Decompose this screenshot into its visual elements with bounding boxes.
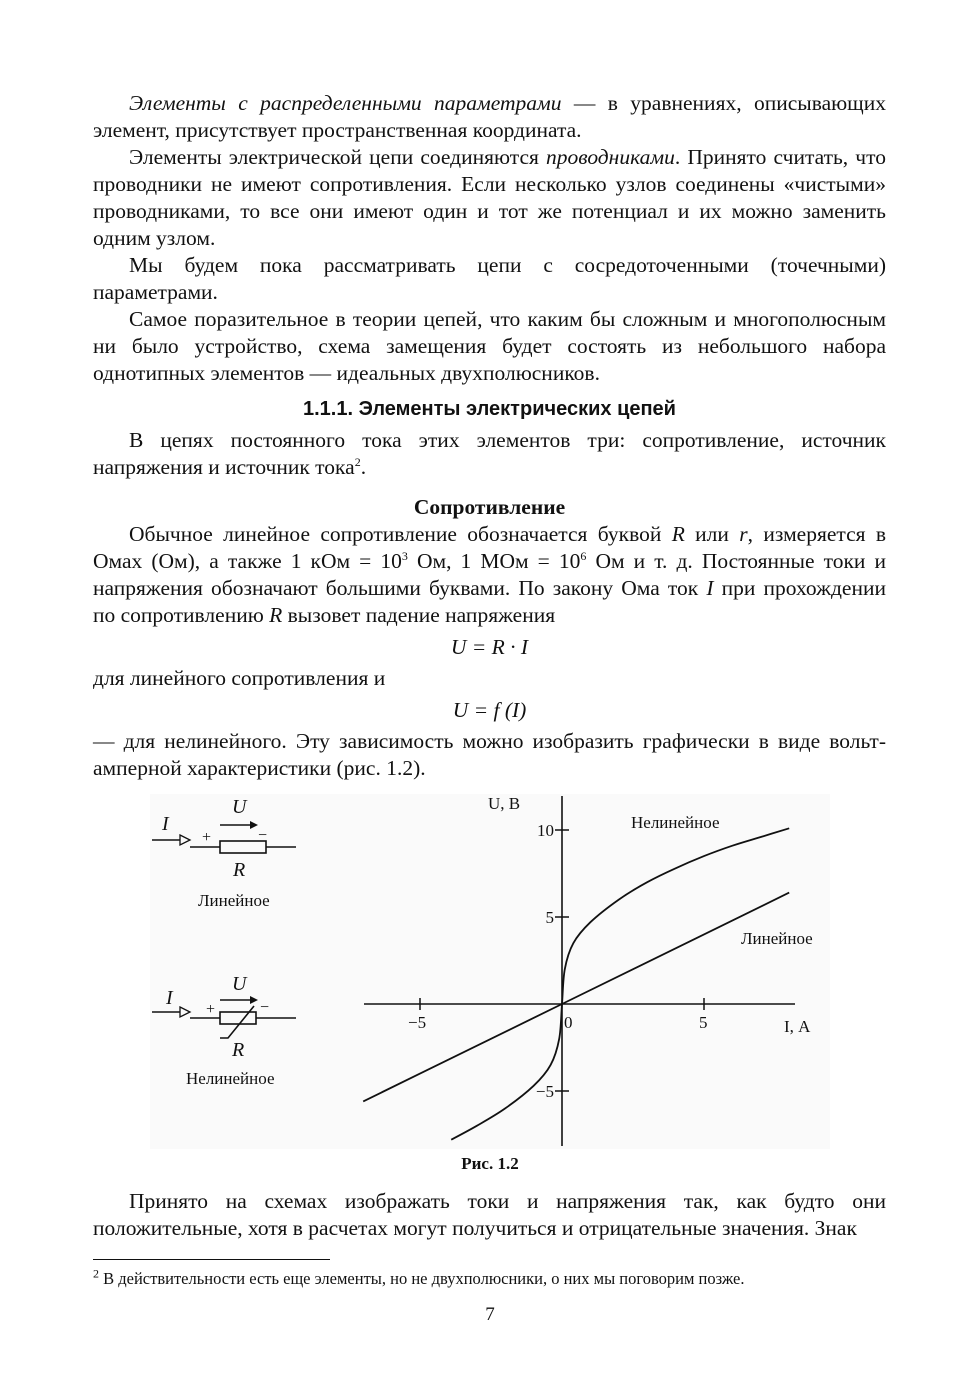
page-body (93, 90, 886, 782)
minus-sign: − (260, 999, 270, 1016)
footnote-ref[interactable]: 2 (354, 454, 361, 469)
symbol-R: R (269, 603, 283, 627)
formula-ohm: U = R · I (450, 635, 529, 659)
legend-nonlinear: Нелинейное (631, 813, 720, 832)
paragraph-conductors (93, 144, 886, 252)
plus-sign: + (202, 829, 212, 846)
x-tick-label: −5 (408, 1013, 427, 1032)
subsection-title: Сопротивление (413, 495, 566, 519)
term-conductors: проводниками (546, 145, 675, 169)
paragraph-intro (93, 427, 886, 481)
text: или (684, 522, 740, 546)
resistance-label: R (233, 859, 246, 881)
nonlinear-caption: Нелинейное (186, 1069, 275, 1088)
symbol-r: r (739, 522, 748, 546)
exponent: 3 (401, 548, 408, 563)
plus-sign: + (206, 1001, 216, 1018)
linear-caption: Линейное (198, 891, 270, 910)
paragraph-lumped: Мы будем пока рассматривать цепи с сосредоточенными (точечными) параметрами. (93, 253, 886, 304)
text: Элементы электрической цепи соединяются (129, 145, 547, 169)
symbol-R: R (671, 522, 685, 546)
resistance-label: R (232, 1039, 245, 1061)
figure-caption: Рис. 1.2 (461, 1154, 519, 1173)
paragraph-linear: для линейного сопротивления и (93, 666, 386, 690)
figure-1-2 (150, 794, 830, 1149)
paragraph-distributed (93, 90, 886, 144)
text: . Принято считать, что проводники не имеют сопротивления. Если несколько узлов соединены «чистыми» проводниками, то все они имеют один и тот же потенциал и их можно заменить одним узлом. (93, 145, 886, 250)
x-tick-label: 0 (564, 1013, 573, 1032)
paragraph-nonlinear: — для нелинейного. Эту зависимость можно изобразить графически в виде вольт-амперной характеристики (рис. 1.2). (93, 729, 886, 780)
footnote-number: 2 (93, 1266, 99, 1281)
page-number: 7 (485, 1304, 495, 1325)
current-label: I (166, 987, 173, 1009)
paragraph-resistance (93, 521, 886, 629)
text: Ом и т. д. Постоянные токи и напряжения обозначают большими буквами. По закону Ома ток (93, 549, 886, 600)
exponent: 6 (580, 548, 587, 563)
text: Обычное линейное сопротивление обозначается буквой (129, 522, 672, 546)
text: В цепях постоянного тока этих элементов три: сопротивление, источник напряжения и источник тока (93, 428, 886, 479)
legend-linear: Линейное (741, 929, 813, 948)
footnote (93, 1268, 893, 1290)
y-axis-label: U, В (488, 794, 521, 813)
text: . (360, 455, 367, 479)
paragraph-twoport: Самое поразительное в теории цепей, что каким бы сложным и многополюсным ни было устройство, схема замещения будет состоять из небольшого набора однотипных элементов — идеальных двухполюсников. (93, 307, 886, 385)
x-axis-label: I, А (784, 1017, 811, 1036)
text: Ом, 1 МОм = 10 (407, 549, 581, 573)
paragraph-after-figure: Принято на схемах изображать токи и напряжения так, как будто они положительные, хотя в расчетах могут получиться и отрицательные значения. Знак (93, 1189, 886, 1240)
x-tick-label: 5 (699, 1013, 708, 1032)
footnote-divider (93, 1259, 330, 1260)
resistor-icon (220, 1012, 256, 1024)
symbol-I: I (706, 576, 714, 600)
term-distributed: Элементы с распределенными параметрами (129, 91, 562, 115)
formula-nonlinear: U = f (I) (452, 698, 527, 722)
text: при прохождении по сопротивлению (93, 576, 886, 627)
section-title: 1.1.1. Элементы электрических цепей (303, 398, 676, 420)
y-tick-label: 10 (537, 821, 554, 840)
footnote-text: В действительности есть еще элементы, но не двухполюсники, о них мы поговорим позже. (99, 1269, 745, 1288)
voltage-label: U (232, 796, 247, 818)
voltage-label: U (232, 973, 247, 995)
y-tick-label: 5 (545, 908, 554, 927)
y-tick-label: −5 (535, 1082, 554, 1101)
text: вызовет падение напряжения (282, 603, 556, 627)
minus-sign: − (258, 827, 268, 844)
text: , измеряется в Омах (Ом), а также 1 кОм = 10 (93, 522, 886, 573)
text: — в уравнениях, описывающих элемент, присутствует пространственная координата. (93, 91, 886, 142)
current-label: I (162, 813, 169, 835)
